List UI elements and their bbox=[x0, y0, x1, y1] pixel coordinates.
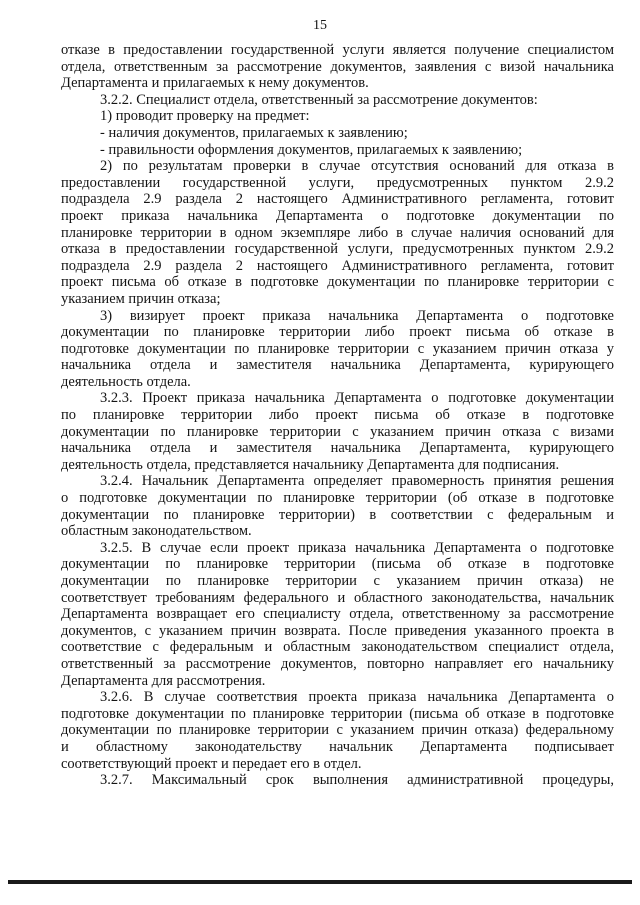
text-line-29: документации по планировке территории) в соответствии с федеральным и bbox=[61, 506, 614, 523]
text-line-38: ответственный за рассмотрение документов, повторно направляет его начальнику bbox=[61, 655, 614, 672]
text-line-33: документации по планировке территории с указанием причин отказа) не bbox=[61, 573, 614, 589]
text-line-23: по планировке территории либо проект письма об отказе в подготовке bbox=[61, 407, 614, 424]
text-line-12: планировке территории в одном экземпляре либо в случае наличия оснований для bbox=[61, 224, 614, 241]
text-line-43: и областному законодательству начальник Департамента подписывает bbox=[61, 738, 614, 755]
text-line-5: 1) проводит проверку на предмет: bbox=[100, 108, 310, 125]
text-line-6: - наличия документов, прилагаемых к заявлению; bbox=[100, 124, 408, 141]
text-line-37: соответствие с федеральным и областным законодательством специалист отдела, bbox=[61, 639, 614, 656]
text-line-44: соответствующий проект и передает его в отдел. bbox=[61, 755, 362, 772]
text-line-26: деятельность отдела, представляется начальнику Департамента для подписания. bbox=[61, 456, 560, 473]
text-line-8: 2) по результатам проверки в случае отсутствия оснований для отказа в bbox=[100, 158, 614, 175]
page-number: 15 bbox=[313, 18, 327, 33]
text-line-40: 3.2.6. В случае соответствия проекта приказа начальника Департамента о bbox=[100, 689, 614, 706]
text-line-3: Департамента и прилагаемых к нему документов. bbox=[61, 75, 369, 92]
text-line-7: - правильности оформления документов, прилагаемых к заявлению; bbox=[100, 141, 523, 158]
text-line-11: проект приказа начальника Департамента о подготовке документации по bbox=[61, 207, 614, 224]
text-line-35: Департамента возвращает его специалисту отдела, ответственному за рассмотрение bbox=[61, 606, 614, 623]
text-line-9: предоставлении государственной услуги, предусмотренных пунктом 2.9.2 bbox=[61, 174, 614, 191]
text-line-28: о подготовке документации по планировке территории (об отказе в подготовке bbox=[61, 490, 614, 507]
text-line-22: 3.2.3. Проект приказа начальника Департамента о подготовке документации bbox=[100, 390, 614, 407]
text-line-16: указанием причин отказа; bbox=[61, 290, 221, 307]
text-line-45: 3.2.7. Максимальный срок выполнения административной процедуры, bbox=[100, 772, 614, 789]
text-line-30: областным законодательством. bbox=[61, 523, 252, 540]
text-line-34: соответствует требованиям федерального и областного законодательства, начальник bbox=[61, 589, 614, 606]
text-line-19: подготовке документации по планировке территории с указанием причин отказа у bbox=[61, 340, 614, 357]
text-line-1: отказе в предоставлении государственной услуги является получение специалистом bbox=[61, 42, 614, 58]
text-line-31: 3.2.5. В случае если проект приказа начальника Департамента о подготовке bbox=[100, 539, 614, 556]
bottom-scan-border bbox=[8, 880, 632, 884]
text-line-21: деятельность отдела. bbox=[61, 373, 191, 390]
text-line-20: начальника отдела и заместителя начальника Департамента, курирующего bbox=[61, 357, 614, 374]
text-line-24: документации по планировке территории с указанием причин отказа с визами bbox=[61, 423, 614, 440]
text-line-39: Департамента для рассмотрения. bbox=[61, 672, 266, 689]
text-line-10: подраздела 2.9 раздела 2 настоящего Административного регламента, готовит bbox=[61, 191, 614, 208]
text-line-13: отказа в предоставлении государственной услуги, предусмотренных пунктом 2.9.2 bbox=[61, 241, 614, 258]
text-line-42: документации по планировке территории с указанием причин отказа) федеральному bbox=[61, 722, 614, 739]
text-line-4: 3.2.2. Специалист отдела, ответственный за рассмотрение документов: bbox=[100, 91, 538, 108]
text-line-18: документации по планировке территории либо проект письма об отказе в bbox=[61, 324, 614, 341]
text-line-2: отдела, ответственным за рассмотрение документов, заявления с визой начальника bbox=[61, 58, 614, 75]
text-line-27: 3.2.4. Начальник Департамента определяет правомерность принятия решения bbox=[100, 473, 614, 490]
document-body bbox=[61, 42, 614, 789]
text-line-25: начальника отдела и заместителя начальника Департамента, курирующего bbox=[61, 440, 614, 457]
text-line-15: проект письма об отказе в подготовке документации по планировке территории с bbox=[61, 274, 614, 291]
text-line-32: документации по планировке территории (письма об отказе в подготовке bbox=[61, 556, 614, 573]
text-line-17: 3) визирует проект приказа начальника Департамента о подготовке bbox=[100, 307, 614, 324]
text-line-14: подраздела 2.9 раздела 2 настоящего Административного регламента, готовит bbox=[61, 257, 614, 274]
text-line-36: документов, с указанием причин возврата. После приведения указанного проекта в bbox=[61, 622, 614, 639]
text-line-41: подготовке документации по планировке территории (письма об отказе в подготовке bbox=[61, 705, 614, 722]
